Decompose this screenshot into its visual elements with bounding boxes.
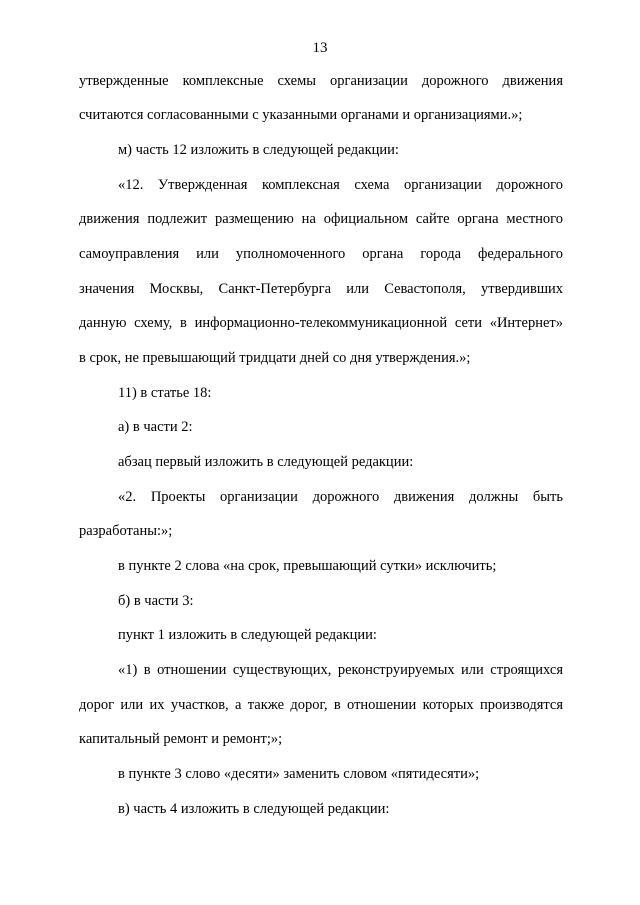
- text-line: «1) в отношении существующих, реконструируемых или строящихся: [118, 662, 563, 678]
- text-line: в пункте 2 слова «на срок, превышающий сутки» исключить;: [118, 558, 497, 574]
- text-line: в срок, не превышающий тридцати дней со дня утверждения.»;: [79, 350, 471, 366]
- text-line: «12. Утвержденная комплексная схема организации дорожного: [118, 177, 563, 193]
- text-line: дорог или их участков, а также дорог, в отношении которых производятся: [79, 697, 563, 713]
- text-line: в пункте 3 слово «десяти» заменить словом «пятидесяти»;: [118, 766, 480, 782]
- text-line: абзац первый изложить в следующей редакции:: [118, 454, 414, 470]
- text-line: значения Москвы, Санкт-Петербурга или Севастополя, утвердивших: [79, 281, 563, 297]
- text-line: б) в части 3:: [118, 593, 194, 609]
- text-line: самоуправления или уполномоченного органа города федерального: [79, 246, 563, 262]
- text-line: пункт 1 изложить в следующей редакции:: [118, 627, 377, 643]
- text-line: данную схему, в информационно-телекоммуникационной сети «Интернет»: [79, 315, 563, 331]
- text-line: разработаны:»;: [79, 523, 173, 539]
- text-line: считаются согласованными с указанными органами и организациями.»;: [79, 107, 523, 123]
- text-line: капитальный ремонт и ремонт;»;: [79, 731, 283, 747]
- text-line: 11) в статье 18:: [118, 385, 212, 401]
- text-line: в) часть 4 изложить в следующей редакции:: [118, 801, 390, 817]
- text-line: утвержденные комплексные схемы организации дорожного движения: [79, 73, 563, 89]
- text-line: движения подлежит размещению на официальном сайте органа местного: [79, 211, 563, 227]
- text-line: «2. Проекты организации дорожного движения должны быть: [118, 489, 563, 505]
- page-number: 13: [312, 40, 328, 56]
- text-line: а) в части 2:: [118, 419, 193, 435]
- text-line: м) часть 12 изложить в следующей редакции:: [118, 142, 399, 158]
